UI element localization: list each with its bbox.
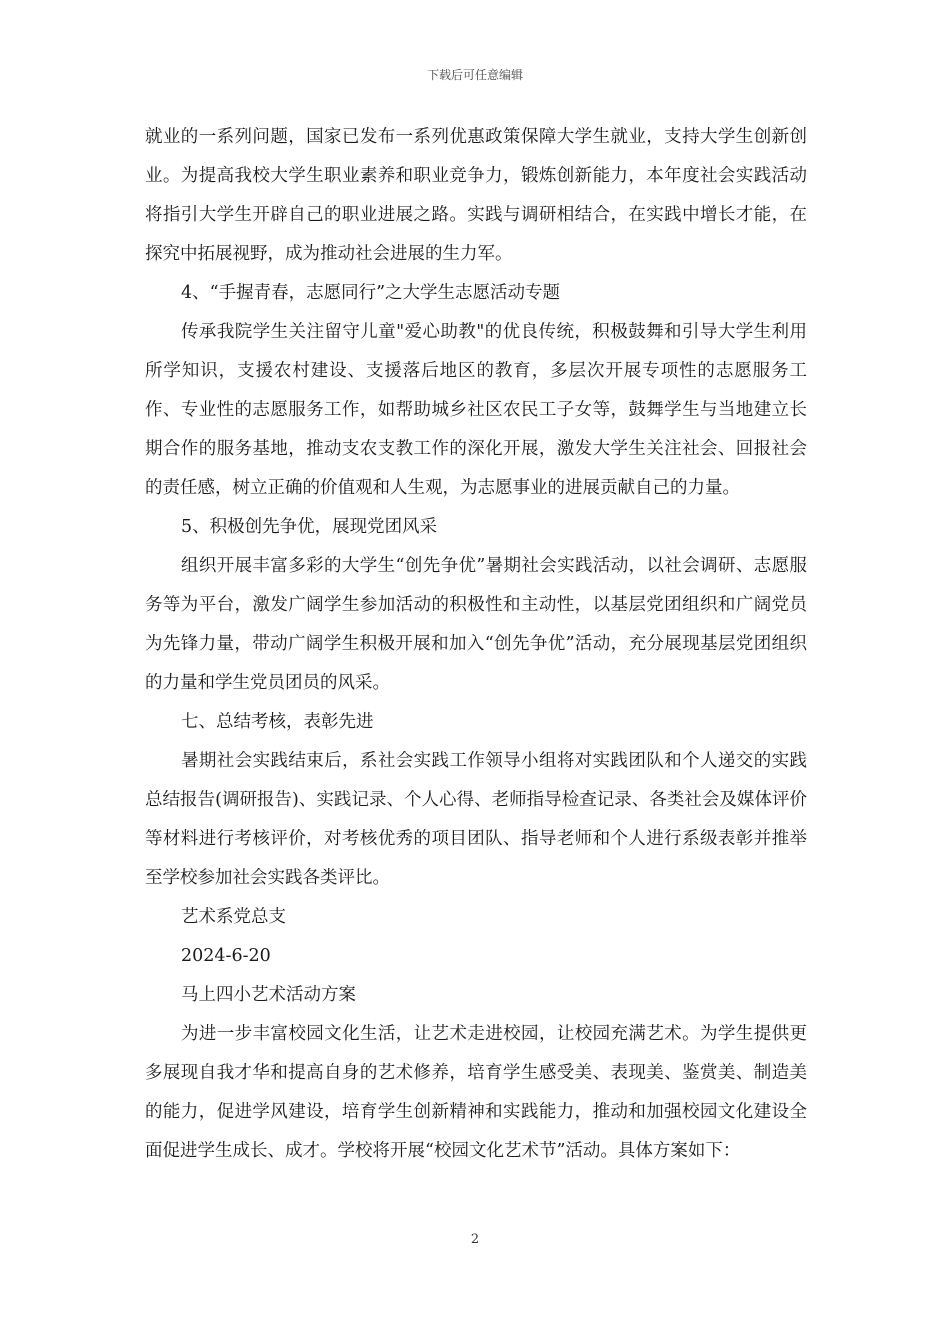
document-title-art-plan: 马上四小艺术活动方案	[181, 985, 356, 1005]
section-heading-summary: 七、总结考核，表彰先进	[181, 712, 374, 732]
section-heading-volunteer: 4、“手握青春，志愿同行”之大学生志愿活动专题	[181, 283, 561, 303]
paragraph-art-plan: 为进一步丰富校园文化生活，让艺术走进校园，让校园充满艺术。为学生提供更多展现自我才华和提高自身的艺术修养，培育学生感受美、表现美、鉴赏美、制造美的能力，促进学风建设，培育学生创新精神和实践能力，推动和加强校园文化建设全面促进学生成长、成才。学校将开展“校园文化艺术节”活动。具体方案如下：	[145, 1024, 807, 1161]
document-body	[145, 118, 807, 1171]
page-header: 下载后可任意编辑	[426, 68, 523, 82]
paragraph-continuation: 就业的一系列问题，国家已发布一系列优惠政策保障大学生就业，支持大学生创新创业。为提高我校大学生职业素养和职业竞争力，锻炼创新能力，本年度社会实践活动将指引大学生开辟自己的职业进展之路。实践与调研相结合，在实践中增长才能，在探究中拓展视野，成为推动社会进展的生力军。	[145, 127, 807, 264]
section-heading-party: 5、积极创先争优，展现党团风采	[181, 517, 438, 537]
paragraph-summary: 暑期社会实践结束后，系社会实践工作领导小组将对实践团队和个人递交的实践总结报告(调研报告)、实践记录、个人心得、老师指导检查记录、各类社会及媒体评价等材料进行考核评价，对考核优秀的项目团队、指导老师和个人进行系级表彰并推举至学校参加社会实践各类评比。	[145, 751, 807, 888]
signature-organization: 艺术系党总支	[181, 907, 286, 927]
paragraph-party: 组织开展丰富多彩的大学生“创先争优”暑期社会实践活动，以社会调研、志愿服务等为平台，激发广阔学生参加活动的积极性和主动性，以基层党团组织和广阔党员为先锋力量，带动广阔学生积极开展和加入“创先争优”活动，充分展现基层党团组织的力量和学生党员团员的风采。	[145, 556, 807, 693]
signature-date: 2024-6-20	[181, 946, 271, 966]
page-number: 2	[470, 1232, 480, 1247]
paragraph-volunteer: 传承我院学生关注留守儿童"爱心助教"的优良传统，积极鼓舞和引导大学生利用所学知识，支援农村建设、支援落后地区的教育，多层次开展专项性的志愿服务工作、专业性的志愿服务工作，如帮助城乡社区农民工子女等，鼓舞学生与当地建立长期合作的服务基地，推动支农支教工作的深化开展，激发大学生关注社会、回报社会的责任感，树立正确的价值观和人生观，为志愿事业的进展贡献自己的力量。	[145, 322, 807, 498]
